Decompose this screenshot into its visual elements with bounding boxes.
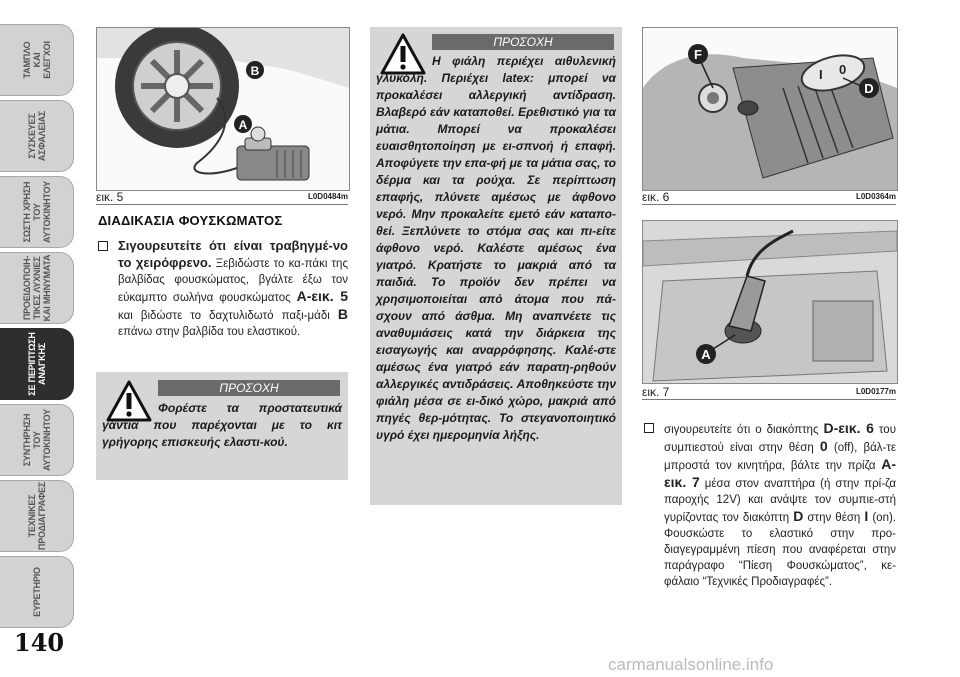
callout-b: B (250, 64, 260, 78)
figure-reference: A-εικ. 5 (296, 288, 348, 304)
bullet-lead: Σιγουρευτείτε ότι είναι τραβηγμέ-νο το χειρόφρενο. (118, 238, 348, 270)
callout-a: A (238, 118, 248, 132)
figure-6-caption-row (642, 190, 896, 204)
part-reference: B (337, 306, 348, 322)
tab-label: ΤΑΜΠΛΟ ΚΑΙ ΕΛΕΓΧΟΙ (21, 41, 52, 79)
warning-text: Η φιάλη περιέχει αιθυλενική γλυκόλη. Περιέχει latex: μπορεί να προκαλέσει αλλεργική αντίδραση. Βλαβερό εάν καταποθεί. Ερεθιστικό για τα μάτια. Μπορεί να προκαλέσει ευαισθητοποίηση με ει-σπνοή ή επαφή. Αποφύγετε την επα-φή με τα μάτια σας, το δέρμα και τα ρούχα. Σε περίπτωση επαφής, πλύνετε αμέσως με άφθονο νερό. Μην προκαλείτε εμετό εάν καταπο-θεί. Ξεπλύνετε το στόμα σας και πι-είτε άφθονο νερό. Καλέστε αμέσως ένα γιατρό. Κρατήστε το μακριά από τα παιδιά. Το προϊόν δεν πρέπει να χρησιμοποιείται από άτομα που πά-σχουν από άσθμα. Μη αναπνέετε τις αναθυμιάσεις κατά την διάρκεια της εισαγωγής και αναρρόφησης. Καλέ-στε αμέσως ένα γιατρό εάν παρατη-ρηθούν αλλεργικές αντιδράσεις. Αποθηκεύστε την φιάλη μέσα σε ει-δικό χώρο, μακριά από πηγές θερ-μότητας. Το στεγανοποιητικό υγρό έχει ημερομηνία λήξης. (376, 54, 616, 442)
bullet-text: και βιδώστε το δαχτυλιδωτό παξι-μάδι (118, 310, 338, 322)
warning-box-gloves (96, 372, 348, 480)
tab-label: ΕΥΡΕΤΗΡΙΟ (31, 567, 42, 617)
figure-6-illustration (642, 27, 898, 191)
figure-7-caption-row (642, 385, 896, 399)
figure-code: L0D0177m (855, 387, 896, 396)
bullet-text: Ξεβιδώστε το κα-πάκι της βαλβίδας φουσκώματος, βγάλτε έξω τον εύκαμπτο σωλήνα φουσκώματος (118, 258, 348, 304)
warning-header: ΠΡΟΣΟΧΗ (432, 34, 614, 50)
tab-label: ΠΡΟΕΙΔΟΠΟΙΗ- ΤΙΚΕΣ ΛΥΧΝΙΕΣ ΚΑΙ ΜΗΝΥΜΑΤΑ (21, 254, 52, 322)
figure-caption: εικ. 7 (642, 385, 670, 399)
callout-d: D (864, 81, 874, 96)
part-reference: I (864, 508, 869, 524)
figure-reference: D-εικ. 6 (823, 420, 874, 436)
instruction-bullet-1 (98, 238, 348, 340)
page-number: 140 (14, 628, 65, 657)
bullet-text: μέσα στον αναπτήρα (ή στην πρί-ζα παροχής 12V) και ανάψτε τον συμπιε-στή γυρίζοντας τον διακόπτη (664, 478, 896, 524)
switch-on-label: I (819, 67, 823, 82)
watermark: carmanualsonline.info (608, 655, 774, 674)
tab-label: ΣΥΝΤΗΡΗΣΗ ΤΟΥ ΑΥΤΟΚΙΝΗΤΟΥ (21, 409, 52, 471)
bullet-text: επάνω στην βαλβίδα του ελαστικού. (118, 326, 301, 338)
tab-index[interactable] (0, 556, 74, 628)
tire-compressor-illustration (97, 28, 349, 190)
tab-dashboard[interactable] (0, 24, 74, 96)
tab-label: ΣΕ ΠΕΡΙΠΤΩΣΗ ΑΝΑΓΚΗΣ (26, 332, 47, 396)
warning-box-chemical (370, 27, 622, 505)
bullet-marker-icon (98, 241, 108, 251)
switch-off-label: 0 (839, 62, 847, 77)
callout-f: F (694, 47, 702, 62)
caption-divider (642, 204, 896, 205)
warning-header: ΠΡΟΣΟΧΗ (158, 380, 340, 396)
figure-caption: εικ. 5 (96, 190, 124, 204)
bullet-marker-icon (644, 423, 654, 433)
tab-maintenance[interactable] (0, 404, 74, 476)
figure-reference: A-εικ. 7 (664, 456, 896, 490)
warning-text: Φορέστε τα προστατευτικά γάντια που παρέχονται με το κιτ γρήγορης επισκευής ελαστι-κού. (102, 401, 342, 449)
figure-5-illustration (96, 27, 350, 191)
part-reference: D (793, 508, 804, 524)
instruction-bullet-2 (644, 420, 896, 590)
figure-code: L0D0364m (855, 192, 896, 201)
bullet-text: στην θέση (803, 512, 865, 524)
part-reference: 0 (819, 438, 828, 454)
caption-divider (642, 399, 896, 400)
tab-label: ΤΕΧΝΙΚΕΣ ΠΡΟΔΙΑΓΡΑΦΕΣ (26, 481, 47, 551)
tab-safety[interactable] (0, 100, 74, 172)
tab-correct-use[interactable] (0, 176, 74, 248)
tab-label: ΣΥΣΚΕΥΕΣ ΑΣΦΑΛΕΙΑΣ (26, 110, 47, 162)
tab-specifications[interactable] (0, 480, 74, 552)
bullet-text: σιγουρευτείτε ότι ο διακόπτης (664, 424, 824, 436)
tab-label: ΣΩΣΤΗ ΧΡΗΣΗ ΤΟΥ ΑΥΤΟΚΙΝΗΤΟΥ (21, 181, 52, 243)
bullet-text: (on). Φουσκώστε το ελαστικό στην προ-διαγεγραμμένη πίεση που αναφέρεται στην παράγραφο “Πίεση Φουσκώματος”, κε-φάλαιο “Τεχνικές Προδιαγραφές”. (664, 512, 897, 588)
power-socket-illustration (643, 221, 897, 383)
figure-caption: εικ. 6 (642, 190, 670, 204)
bullet-text: του συμπιεστού είναι στην θέση (664, 424, 896, 454)
figure-5-caption-row (96, 190, 348, 204)
figure-code: L0D0484m (307, 192, 348, 201)
tab-emergency[interactable] (0, 328, 74, 400)
figure-7-illustration (642, 220, 898, 384)
bullet-text: (off), βάλ-τε μπροστά τον κινητήρα, βάλτε την πρίζα (664, 442, 896, 472)
compressor-switch-illustration (643, 28, 897, 190)
tab-warning-lights[interactable] (0, 252, 74, 324)
section-title: ΔΙΑΔΙΚΑΣΙΑ ΦΟΥΣΚΩΜΑΤΟΣ (98, 213, 283, 228)
caption-divider (96, 204, 348, 205)
callout-a: A (701, 347, 711, 362)
